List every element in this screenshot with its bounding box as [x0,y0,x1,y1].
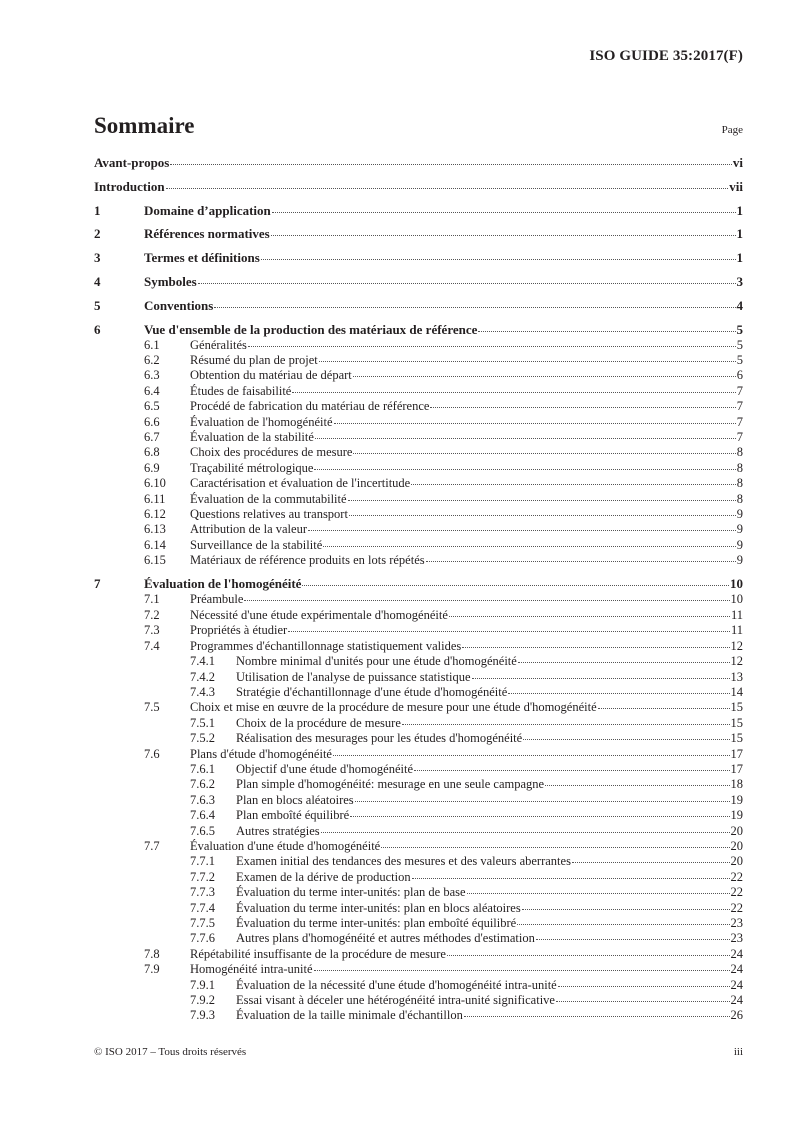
dot-leader [447,954,730,956]
dot-leader [288,630,730,632]
toc-entry[interactable] [94,522,743,537]
toc-entry[interactable] [94,654,743,669]
toc-entry-number: 7.4.1 [190,654,215,669]
toc-entry-page[interactable]: 9 [736,522,743,537]
page-footer [94,1046,743,1058]
toc-entry[interactable] [94,179,743,195]
toc-entry-page[interactable]: 10 [730,576,743,592]
page-column-label: Page [721,124,743,136]
toc-entry-number: 6.3 [144,368,160,383]
toc-entry-title[interactable]: Essai visant à déceler une hétérogénéité intra-unité significative [236,993,555,1008]
toc-entry-number: 7.9.3 [190,1008,215,1023]
dot-leader [166,187,729,189]
toc-entry[interactable] [94,322,743,338]
toc-entry-page[interactable]: 17 [730,746,743,761]
toc-entry-title[interactable]: Choix et mise en œuvre de la procédure de mesure pour une étude d'homogénéité [190,700,597,715]
toc-entry-page[interactable]: 6 [736,368,743,383]
toc-entry-title[interactable]: Surveillance de la stabilité [190,537,323,552]
dot-leader [518,661,730,663]
toc-entry-number: 6.1 [144,337,160,352]
toc-entry-number: 4 [94,273,101,289]
toc-entry[interactable] [94,747,743,762]
dot-leader [472,677,730,679]
toc-entry-page[interactable]: 1 [736,250,743,266]
toc-entry-number: 6.8 [144,445,160,460]
toc-entry-number: 7.6.5 [190,823,215,838]
toc-entry[interactable] [94,250,743,266]
toc-entry[interactable] [94,731,743,746]
toc-entry[interactable] [94,384,743,399]
toc-entry-title[interactable]: Nombre minimal d'unités pour une étude d'homogénéité [236,654,517,669]
toc-entry-page[interactable]: 5 [736,321,743,337]
toc-entry[interactable] [94,553,743,568]
toc-entry-page[interactable]: 5 [736,337,743,352]
toc-entry-title[interactable]: Évaluation de la commutabilité [190,491,347,506]
dot-leader [572,861,730,863]
dot-leader [261,258,736,260]
toc-entry[interactable] [94,338,743,353]
toc-entry-number: 7.5.2 [190,731,215,746]
dot-leader [353,452,735,454]
toc-entry[interactable] [94,870,743,885]
dot-leader [508,692,729,694]
toc-entry-title[interactable]: Évaluation de la taille minimale d'échantillon [236,1008,463,1023]
dot-leader [464,1015,730,1017]
toc-entry-number: 7.4 [144,638,160,653]
toc-entry[interactable] [94,670,743,685]
dot-leader [522,908,730,910]
dot-leader [314,969,730,971]
toc-entry[interactable] [94,931,743,946]
toc-entry-number: 7.7.5 [190,916,215,930]
toc-entry[interactable] [94,685,743,700]
toc-entry-page[interactable]: 20 [730,838,743,853]
toc-entry-number: 7.6.3 [190,792,215,807]
toc-entry-title[interactable]: Caractérisation et évaluation de l'incertitude [190,476,411,491]
toc-entry-number: 6.10 [144,476,166,491]
toc-entry-number: 7.5 [144,700,160,715]
toc-entry-number: 3 [94,250,101,266]
toc-entry-number: 6.2 [144,352,160,367]
toc-entry-number: 7.6 [144,746,160,761]
toc-entry-page[interactable]: 19 [730,792,743,807]
toc-entry[interactable] [94,854,743,869]
toc-entry-title[interactable]: Termes et définitions [144,250,260,266]
dot-leader [350,815,729,817]
toc-entry[interactable] [94,492,743,507]
toc-entry-title[interactable]: Conventions [144,297,214,313]
toc-entry-number: 6.12 [144,507,166,522]
dot-leader [430,406,735,408]
toc-entry-title[interactable]: Nécessité d'une étude expérimentale d'homogénéité [190,607,448,622]
dot-leader [478,330,735,332]
toc-entry-number: 7.9.1 [190,977,215,992]
dot-leader [381,846,729,848]
dot-leader [523,738,729,740]
toc-entry-number: 6.5 [144,399,160,414]
toc-entry-page[interactable]: vii [729,178,743,194]
toc-entry-page[interactable]: 1 [736,226,743,242]
toc-entry-page[interactable]: 23 [730,916,743,930]
toc-entry[interactable] [94,415,743,430]
toc-entry-number: 7.5.1 [190,715,215,730]
document-reference: ISO GUIDE 35:2017(F) [589,48,743,64]
toc-entry-number: 6.14 [144,537,166,552]
toc-entry-page[interactable]: 22 [730,900,743,915]
toc-entry[interactable] [94,430,743,445]
toc-entry[interactable] [94,476,743,491]
toc-entry-number: 7.2 [144,607,160,622]
toc-entry-number: 6 [94,321,101,337]
dot-leader [412,877,730,879]
dot-leader [272,211,736,213]
toc-entry-number: 6.4 [144,383,160,398]
toc-entry-page[interactable]: 8 [736,445,743,460]
toc-entry-page[interactable]: 7 [736,383,743,398]
toc-entry[interactable] [94,608,743,623]
toc-entry-title[interactable]: Vue d'ensemble de la production des matériaux de référence [144,321,478,337]
toc-entry-title[interactable]: Évaluation de la nécessité d'une étude d'homogénéité intra-unité [236,977,557,992]
toc-entry-title[interactable]: Matériaux de référence produits en lots répétés [190,553,425,568]
dot-leader [402,723,730,725]
toc-entry-number: 7.7.4 [190,900,215,915]
dot-leader [353,375,736,377]
toc-entry-page[interactable]: 24 [730,977,743,992]
toc-entry-number: 7.6.4 [190,808,215,823]
toc-entry-number: 7.6.1 [190,761,215,776]
toc-entry-title[interactable]: Introduction [94,178,165,194]
toc-entry-page[interactable]: 22 [730,869,743,884]
toc-entry-title[interactable]: Choix des procédures de mesure [190,445,353,460]
dot-leader [333,754,730,756]
toc-entry-title[interactable]: Objectif d'une étude d'homogénéité [236,761,414,776]
toc-entry-number: 7.7.6 [190,931,215,946]
toc-entry[interactable] [94,839,743,854]
dot-leader [308,529,736,531]
toc-entry[interactable] [94,592,743,607]
toc-entry[interactable] [94,576,743,592]
toc-entry[interactable] [94,808,743,823]
dot-leader [323,545,736,547]
toc-entry[interactable] [94,445,743,460]
dot-leader [214,306,735,308]
toc-entry-title[interactable]: Généralités [190,337,247,352]
toc-entry-page[interactable]: 19 [730,808,743,823]
dot-leader [545,784,729,786]
toc-entry[interactable] [94,716,743,731]
toc-entry[interactable] [94,962,743,977]
copyright-notice: © ISO 2017 – Tous droits réservés [94,1046,247,1058]
toc-entry[interactable] [94,947,743,962]
toc-entry-page[interactable]: 10 [730,592,743,607]
toc-entry-title[interactable]: Propriétés à étudier [190,623,288,638]
toc-entry-number: 7.4.3 [190,684,215,699]
toc-entry-title[interactable]: Programmes d'échantillonnage statistiquement valides [190,638,462,653]
toc-entry-title[interactable]: Autres stratégies [236,823,320,838]
toc-entry-title[interactable]: Évaluation de l'homogénéité [190,414,333,429]
toc-entry[interactable] [94,274,743,290]
toc-entry-page[interactable]: 24 [730,962,743,977]
toc-entry[interactable] [94,155,743,171]
table-of-contents [94,155,743,1024]
toc-entry-title[interactable]: Obtention du matériau de départ [190,368,352,383]
toc-entry-number: 2 [94,226,101,242]
toc-entry-title[interactable]: Évaluation d'une étude d'homogénéité [190,838,381,853]
toc-entry-number: 6.7 [144,430,160,445]
toc-entry-page[interactable]: 20 [730,823,743,838]
toc-entry-page[interactable]: 12 [730,654,743,669]
toc-entry-page[interactable]: 1 [736,202,743,218]
dot-leader [556,1000,730,1002]
toc-entry[interactable] [94,700,743,715]
toc-entry-page[interactable]: vi [732,155,743,170]
toc-entry[interactable] [94,901,743,916]
dot-leader [517,923,729,925]
toc-entry-title[interactable]: Questions relatives au transport [190,507,348,522]
dot-leader [248,345,736,347]
toc-entry[interactable] [94,824,743,839]
toc-entry-number: 7.8 [144,946,160,961]
dot-leader [315,437,736,439]
toc-entry-page[interactable]: 3 [736,273,743,289]
toc-entry[interactable] [94,353,743,368]
toc-entry-page[interactable]: 22 [730,885,743,900]
toc-entry-page[interactable]: 9 [736,553,743,568]
toc-entry-page[interactable]: 9 [736,537,743,552]
toc-entry-title[interactable]: Choix de la procédure de mesure [236,715,401,730]
dot-leader [536,938,730,940]
toc-entry[interactable] [94,762,743,777]
toc-entry-title[interactable]: Plan en blocs aléatoires [236,792,354,807]
dot-leader [467,892,730,894]
toc-entry-page[interactable]: 20 [730,854,743,869]
toc-entry[interactable] [94,885,743,900]
toc-entry-number: 5 [94,297,101,313]
toc-entry[interactable] [94,538,743,553]
toc-entry-title[interactable]: Évaluation du terme inter-unités: plan en blocs aléatoires [236,900,521,915]
toc-entry-page[interactable]: 5 [736,352,743,367]
toc-entry-number: 7.9 [144,962,160,977]
toc-entry-page[interactable]: 15 [730,715,743,730]
toc-entry[interactable] [94,793,743,808]
toc-entry-title[interactable]: Procédé de fabrication du matériau de référence [190,399,430,414]
toc-entry[interactable] [94,203,743,219]
toc-entry-title[interactable]: Préambule [190,592,244,607]
toc-entry-number: 7 [94,576,101,592]
toc-entry-page[interactable]: 15 [730,700,743,715]
toc-entry-page[interactable]: 9 [736,507,743,522]
toc-entry-title[interactable]: Résumé du plan de projet [190,352,318,367]
toc-entry-page[interactable]: 13 [730,669,743,684]
dot-leader [598,707,730,709]
toc-entry-number: 7.7.2 [190,869,215,884]
toc-entry-number: 1 [94,202,101,218]
toc-title-row [94,113,743,139]
toc-entry-title[interactable]: Domaine d’application [144,202,271,218]
toc-entry-page[interactable]: 23 [730,931,743,946]
toc-entry-title[interactable]: Études de faisabilité [190,383,292,398]
toc-entry[interactable] [94,777,743,792]
toc-entry-number: 7.7 [144,838,160,853]
toc-entry-title[interactable]: Symboles [144,273,197,289]
toc-entry-title[interactable]: Évaluation de la stabilité [190,430,314,445]
toc-entry-page[interactable]: 18 [730,777,743,792]
dot-leader [314,468,735,470]
toc-entry-title[interactable]: Évaluation de l'homogénéité [144,576,302,592]
toc-entry-page[interactable]: 8 [736,460,743,475]
toc-entry[interactable] [94,916,743,931]
toc-entry-title[interactable]: Utilisation de l'analyse de puissance statistique [236,669,471,684]
toc-entry-number: 7.1 [144,592,160,607]
toc-entry[interactable] [94,993,743,1008]
toc-entry[interactable] [94,623,743,638]
toc-entry-page[interactable]: 7 [736,430,743,445]
toc-entry-page[interactable]: 11 [730,623,743,638]
dot-leader [414,769,729,771]
toc-entry-number: 7.7.1 [190,854,215,869]
dot-leader [292,391,735,393]
toc-entry[interactable] [94,639,743,654]
dot-leader [411,483,736,485]
toc-entry-title[interactable]: Traçabilité métrologique [190,460,314,475]
toc-entry-page[interactable]: 15 [730,731,743,746]
toc-entry-number: 7.4.2 [190,669,215,684]
dot-leader [462,646,729,648]
toc-entry-number: 6.15 [144,553,166,568]
toc-entry-page[interactable]: 11 [730,607,743,622]
toc-entry-page[interactable]: 14 [730,684,743,699]
toc-entry-title[interactable]: Répétabilité insuffisante de la procédure de mesure [190,946,446,961]
toc-entry-title[interactable]: Examen initial des tendances des mesures et des valeurs aberrantes [236,854,571,869]
toc-entry[interactable] [94,226,743,242]
toc-entry-title[interactable]: Autres plans d'homogénéité et autres méthodes d'estimation [236,931,535,946]
toc-entry-number: 7.6.2 [190,777,215,792]
dot-leader [271,234,736,236]
toc-entry-page[interactable]: 4 [736,297,743,313]
toc-entry-page[interactable]: 26 [730,1008,743,1023]
dot-leader [426,560,736,562]
toc-entry-title[interactable]: Homogénéité intra-unité [190,962,313,977]
toc-entry-title[interactable]: Références normatives [144,226,270,242]
toc-entry-page[interactable]: 8 [736,491,743,506]
toc-entry-title[interactable]: Évaluation du terme inter-unités: plan emboîté équilibré [236,916,517,930]
toc-entry-title[interactable]: Plan simple d'homogénéité: mesurage en une seule campagne [236,777,545,792]
toc-entry-title[interactable]: Attribution de la valeur [190,522,307,537]
toc-entry-page[interactable]: 24 [730,946,743,961]
toc-entry[interactable] [94,978,743,993]
dot-leader [558,985,730,987]
toc-title: Sommaire [94,113,195,138]
dot-leader [449,615,730,617]
toc-entry-title[interactable]: Avant-propos [94,155,170,170]
toc-entry[interactable] [94,1008,743,1023]
dot-leader [302,584,729,586]
toc-entry-number: 6.6 [144,414,160,429]
dot-leader [321,831,730,833]
toc-entry-number: 7.3 [144,623,160,638]
toc-entry[interactable] [94,461,743,476]
toc-entry-page[interactable]: 24 [730,993,743,1008]
dot-leader [355,800,730,802]
toc-entry-number: 6.11 [144,491,166,506]
toc-entry-page[interactable]: 12 [730,638,743,653]
toc-entry-title[interactable]: Réalisation des mesurages pour les études d'homogénéité [236,731,523,746]
dot-leader [348,499,736,501]
toc-entry-page[interactable]: 17 [730,761,743,776]
dot-leader [170,163,732,165]
toc-entry-page[interactable]: 7 [736,414,743,429]
dot-leader [198,282,736,284]
toc-entry-title[interactable]: Stratégie d'échantillonnage d'une étude d'homogénéité [236,684,508,699]
toc-entry[interactable] [94,399,743,414]
toc-entry-title[interactable]: Plans d'étude d'homogénéité [190,746,332,761]
toc-entry[interactable] [94,368,743,383]
toc-entry-title[interactable]: Plan emboîté équilibré [236,808,350,823]
toc-entry-number: 7.7.3 [190,885,215,900]
toc-entry-title[interactable]: Évaluation du terme inter-unités: plan de base [236,885,466,900]
toc-entry-number: 7.9.2 [190,993,215,1008]
toc-entry[interactable] [94,298,743,314]
page-number: iii [733,1046,743,1058]
toc-entry-number: 6.9 [144,460,160,475]
dot-leader [349,514,736,516]
dot-leader [319,360,736,362]
dot-leader [244,599,729,601]
dot-leader [334,422,736,424]
toc-entry-page[interactable]: 8 [736,476,743,491]
toc-entry-title[interactable]: Examen de la dérive de production [236,869,411,884]
toc-entry-page[interactable]: 7 [736,399,743,414]
toc-entry[interactable] [94,507,743,522]
toc-entry-number: 6.13 [144,522,166,537]
